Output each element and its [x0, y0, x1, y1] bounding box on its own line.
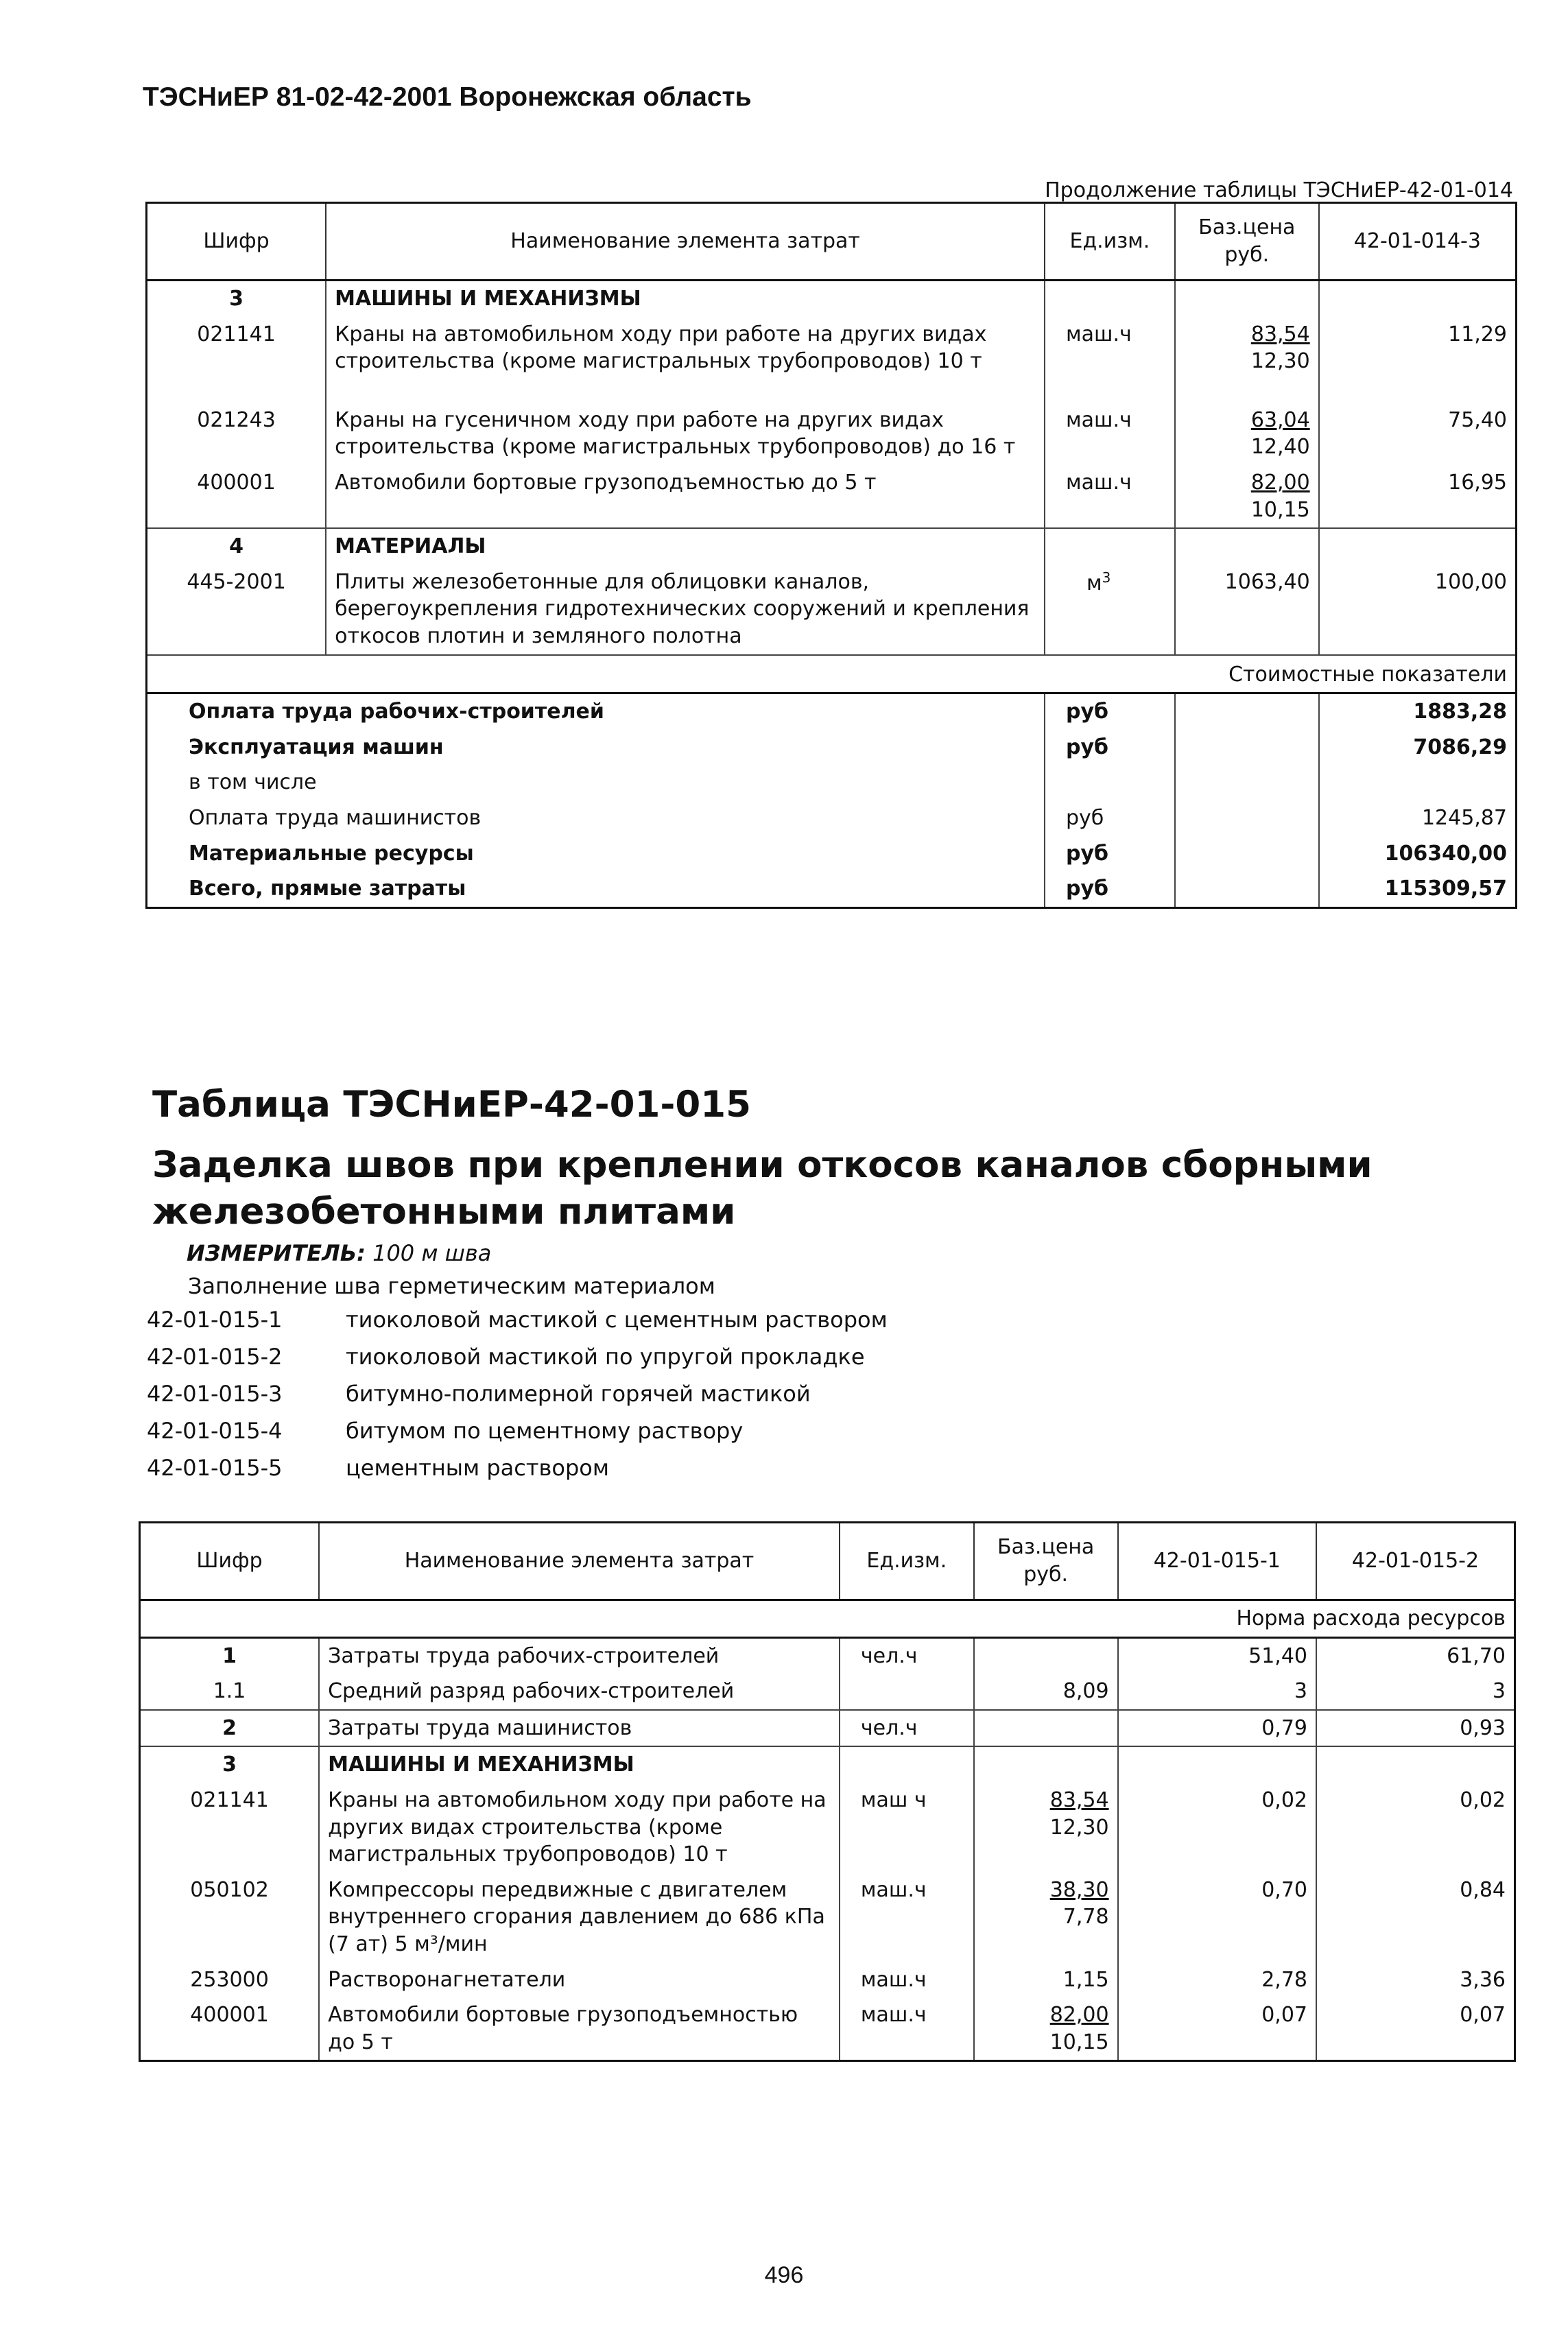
row-price — [974, 1710, 1118, 1747]
row-code: 253000 — [140, 1962, 320, 1998]
row-name: Краны на гусеничном ходу при работе на других видах строительства (кроме магистральных трубопроводов) до 16 т — [326, 379, 1045, 465]
row-unit — [840, 1674, 974, 1710]
row-price — [1175, 379, 1319, 465]
total-label: в том числе — [147, 765, 1045, 800]
row-value-2: 0,07 — [1460, 2003, 1506, 2028]
table-row — [140, 1962, 1515, 1998]
row-value-2: 3,36 — [1460, 1967, 1506, 1992]
table-row — [147, 465, 1517, 528]
row-name: Средний разряд рабочих-строителей — [319, 1674, 840, 1710]
row-code: 400001 — [147, 465, 326, 528]
row-code: 1.1 — [140, 1674, 320, 1710]
total-label: Оплата труда рабочих-строителей — [147, 693, 1045, 730]
total-value: 106340,00 — [1384, 841, 1507, 866]
row-value-2: 0,93 — [1316, 1710, 1514, 1747]
variant-text: битумно-полимерной горячей мастикой — [346, 1381, 811, 1407]
row-value: 11,29 — [1448, 322, 1507, 346]
row-value: 16,95 — [1448, 470, 1507, 495]
total-value: 7086,29 — [1413, 735, 1507, 759]
total-value — [1319, 765, 1517, 800]
total-value: 1245,87 — [1421, 805, 1507, 830]
row-price — [974, 1997, 1118, 2061]
row-price — [974, 1873, 1118, 1962]
variant-code: 42-01-015-2 — [147, 1344, 283, 1370]
variant-text: тиоколовой мастикой по упругой прокладке — [346, 1344, 865, 1370]
row-unit: чел.ч — [840, 1637, 974, 1674]
table-row — [140, 1674, 1515, 1710]
row-unit: маш.ч — [1045, 379, 1175, 465]
variant-text: битумом по цементному раствору — [346, 1418, 744, 1444]
list-item — [147, 1418, 888, 1455]
variant-list — [147, 1307, 888, 1492]
row-price — [974, 1637, 1118, 1674]
price-top: 63,04 — [1250, 407, 1310, 432]
row-value: 100,00 — [1435, 569, 1507, 594]
row-unit: маш.ч — [840, 1873, 974, 1962]
row-value: 75,40 — [1448, 407, 1507, 432]
table-header — [147, 203, 1517, 281]
table-row — [147, 565, 1517, 655]
price-bottom: 10,15 — [1250, 497, 1310, 522]
fill-intro: Заполнение шва герметическим материалом — [188, 1273, 715, 1299]
total-unit: руб — [1045, 836, 1175, 872]
row-value-1: 51,40 — [1118, 1637, 1316, 1674]
row-code: 050102 — [140, 1873, 320, 1962]
header-cell: 42-01-014-3 — [1319, 203, 1517, 281]
section-title: МАШИНЫ И МЕХАНИЗМЫ — [319, 1746, 840, 1783]
table-title: Таблица ТЭСНиЕР-42-01-015 — [152, 1084, 751, 1126]
header-cell: Шифр — [147, 203, 326, 281]
price-bottom: 12,40 — [1250, 435, 1310, 460]
table-row — [147, 379, 1517, 465]
total-value: 115309,57 — [1384, 877, 1507, 901]
total-row — [147, 730, 1517, 765]
total-row — [147, 836, 1517, 872]
cost-caption: Стоимостные показатели — [1175, 655, 1517, 693]
price-top: 38,30 — [1049, 1877, 1109, 1902]
section-title: МАТЕРИАЛЫ — [326, 528, 1045, 565]
price-top: 83,54 — [1250, 322, 1310, 346]
list-item — [147, 1307, 888, 1344]
price-top: 82,00 — [1049, 2003, 1109, 2028]
measure-label: ИЗМЕРИТЕЛЬ: — [187, 1240, 366, 1266]
row-code: 1 — [140, 1637, 320, 1674]
row-name: Растворонагнетатели — [319, 1962, 840, 1998]
row-name: Автомобили бортовые грузоподъемностью до 5 т — [319, 1997, 840, 2061]
row-price: 1,15 — [974, 1962, 1118, 1998]
total-unit: руб — [1045, 871, 1175, 907]
row-value-1: 0,02 — [1118, 1783, 1316, 1873]
variant-code: 42-01-015-3 — [147, 1381, 283, 1407]
row-unit: маш ч — [840, 1783, 974, 1873]
measure-value: 100 м шва — [372, 1240, 492, 1266]
section-row — [140, 1746, 1515, 1783]
total-label: Материальные ресурсы — [147, 836, 1045, 872]
row-name: Компрессоры передвижные с двигателем внутреннего сгорания давлением до 686 кПа (7 ат) 5 м³/мин — [319, 1873, 840, 1962]
norm-caption: Норма расхода ресурсов — [1236, 1606, 1506, 1630]
table-row — [140, 1997, 1515, 2061]
section-code: 4 — [147, 528, 326, 565]
row-price — [1175, 465, 1319, 528]
table-header — [140, 1523, 1515, 1600]
table-row — [140, 1873, 1515, 1962]
running-head: ТЭСНиЕР 81-02-42-2001 Воронежская область — [143, 82, 752, 112]
header-cell: Ед.изм. — [1045, 203, 1175, 281]
total-label: Эксплуатация машин — [147, 730, 1045, 765]
header-cell: Шифр — [140, 1523, 320, 1600]
total-row — [147, 800, 1517, 836]
table-row — [140, 1710, 1515, 1747]
cost-caption-row — [147, 655, 1517, 693]
row-code: 2 — [140, 1710, 320, 1747]
variant-text: тиоколовой мастикой с цементным раствором — [346, 1307, 888, 1333]
row-value-2: 3 — [1492, 1679, 1506, 1704]
variant-text: цементным раствором — [346, 1455, 609, 1481]
header-cell: Баз.цена руб. — [1175, 203, 1319, 281]
table-42-01-015 — [139, 1521, 1516, 2062]
price-top: 83,54 — [1049, 1787, 1109, 1812]
row-unit: маш.ч — [840, 1997, 974, 2061]
header-cell: 42-01-015-1 — [1118, 1523, 1316, 1600]
measure-unit — [187, 1240, 491, 1266]
row-value-2: 0,84 — [1460, 1877, 1506, 1902]
table-42-01-014 — [145, 202, 1517, 909]
header-cell: Ед.изм. — [840, 1523, 974, 1600]
list-item — [147, 1344, 888, 1381]
table-row — [140, 1637, 1515, 1674]
total-value: 1883,28 — [1319, 693, 1517, 730]
header-cell: Баз.цена руб. — [974, 1523, 1118, 1600]
table-row — [147, 317, 1517, 379]
row-name: Краны на автомобильном ходу при работе на других видах строительства (кроме магистральных трубопроводов) 10 т — [326, 317, 1045, 379]
row-name: Затраты труда рабочих-строителей — [319, 1637, 840, 1674]
row-value-1: 0,79 — [1118, 1710, 1316, 1747]
row-name: Краны на автомобильном ходу при работе на других видах строительства (кроме магистральных трубопроводов) 10 т — [319, 1783, 840, 1873]
table-subtitle: Заделка швов при креплении откосов каналов сборными железобетонными плитами — [152, 1144, 1373, 1233]
row-unit: маш.ч — [1045, 317, 1175, 379]
list-item — [147, 1381, 888, 1418]
section-code: 3 — [140, 1746, 320, 1783]
variant-code: 42-01-015-4 — [147, 1418, 283, 1444]
row-value-1: 2,78 — [1118, 1962, 1316, 1998]
page-number: 496 — [764, 2262, 804, 2288]
row-code: 021141 — [147, 317, 326, 379]
header-cell: Наименование элемента затрат — [326, 203, 1045, 281]
row-value-1: 3 — [1118, 1674, 1316, 1710]
price-bottom: 12,30 — [1049, 1815, 1109, 1840]
total-unit: руб — [1045, 730, 1175, 765]
row-code: 021243 — [147, 379, 326, 465]
row-unit: $м^3$ — [1045, 565, 1175, 655]
price-top: 82,00 — [1250, 470, 1310, 495]
row-name: Затраты труда машинистов — [319, 1710, 840, 1747]
row-price: 8,09 — [974, 1674, 1118, 1710]
total-row — [147, 693, 1517, 730]
row-price — [974, 1783, 1118, 1873]
price-bottom: 10,15 — [1049, 2030, 1109, 2054]
total-row — [147, 871, 1517, 907]
variant-code: 42-01-015-1 — [147, 1307, 283, 1333]
total-label: Всего, прямые затраты — [147, 871, 1045, 907]
row-value-1: 0,70 — [1118, 1873, 1316, 1962]
row-unit: чел.ч — [840, 1710, 974, 1747]
row-price — [1175, 317, 1319, 379]
section-row — [147, 528, 1517, 565]
row-unit: маш.ч — [1045, 465, 1175, 528]
row-value-2: 0,02 — [1460, 1787, 1506, 1812]
row-code: 400001 — [140, 1997, 320, 2061]
price-bottom: 7,78 — [1062, 1905, 1109, 1929]
section-code: 3 — [147, 281, 326, 317]
total-label: Оплата труда машинистов — [147, 800, 1045, 836]
row-code: 445-2001 — [147, 565, 326, 655]
list-item — [147, 1455, 888, 1492]
header-cell: Наименование элемента затрат — [319, 1523, 840, 1600]
variant-code: 42-01-015-5 — [147, 1455, 283, 1481]
row-price: 1063,40 — [1175, 565, 1319, 655]
section-row — [147, 281, 1517, 317]
row-value-2: 61,70 — [1316, 1637, 1514, 1674]
norm-caption-row — [140, 1600, 1515, 1638]
continuation-caption: Продолжение таблицы ТЭСНиЕР-42-01-014 — [1045, 178, 1513, 202]
header-cell: 42-01-015-2 — [1316, 1523, 1514, 1600]
total-row — [147, 765, 1517, 800]
total-unit: руб — [1045, 693, 1175, 730]
row-name: Автомобили бортовые грузоподъемностью до 5 т — [326, 465, 1045, 528]
row-name: Плиты железобетонные для облицовки каналов, берегоукрепления гидротехнических сооружений и крепления откосов плотин и земляного полотна — [326, 565, 1045, 655]
price-bottom: 12,30 — [1250, 349, 1310, 374]
section-title: МАШИНЫ И МЕХАНИЗМЫ — [326, 281, 1045, 317]
row-value-1: 0,07 — [1118, 1997, 1316, 2061]
row-code: 021141 — [140, 1783, 320, 1873]
total-unit: руб — [1045, 800, 1175, 836]
row-unit: маш.ч — [840, 1962, 974, 1998]
table-row — [140, 1783, 1515, 1873]
total-unit — [1045, 765, 1175, 800]
